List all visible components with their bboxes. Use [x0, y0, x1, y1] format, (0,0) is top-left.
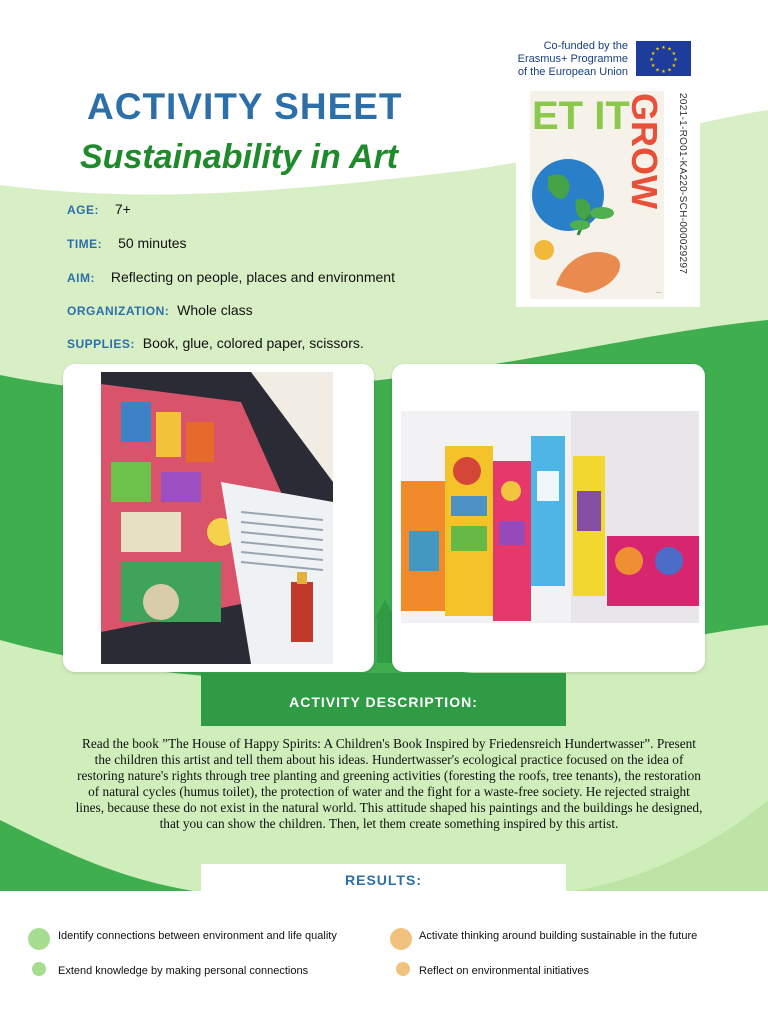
age-label: AGE:	[67, 203, 99, 217]
photo-frame-artworks	[392, 364, 705, 672]
meta-age	[67, 201, 131, 217]
funding-line: Erasmus+ Programme	[517, 53, 628, 65]
svg-text:★: ★	[671, 63, 677, 69]
organization-label: ORGANIZATION:	[67, 304, 170, 318]
svg-text:★: ★	[661, 69, 666, 75]
activity-description-text: Read the book ”The House of Happy Spirits: A Children's Book Inspired by Friedensreich Hundertwasser”. Present the children this artist and tell them about his ideas. Hundertwasser's ecological practice focused on the idea of restoring nature's rights through tree planting and greening activities (foresting the roofs, tree tenants), the restoration of natural cycles (humus toilet), the protection of water and the fight for a waste-free society. He rejected straight lines, because these do not exist in the natural world. This attitude shaped his paintings and the buildings he designed, that you can show the children. Then, let them create something inspired by this artist.	[75, 736, 703, 831]
svg-text:★: ★	[650, 63, 656, 69]
cover-artwork	[516, 85, 700, 307]
svg-text:★: ★	[655, 46, 660, 53]
result-bullet-icon	[390, 928, 412, 950]
organization-value: Whole class	[177, 302, 253, 318]
result-bullet-icon	[396, 962, 410, 976]
result-bullet-icon	[32, 962, 46, 976]
page-subtitle: Sustainability in Art	[80, 138, 399, 176]
time-value: 50 minutes	[118, 235, 187, 251]
book-photo	[101, 372, 333, 664]
svg-text:★: ★	[649, 57, 654, 63]
supplies-value: Book, glue, colored paper, scissors.	[142, 335, 364, 351]
svg-text:★: ★	[650, 51, 656, 57]
meta-aim	[67, 269, 395, 285]
cover-letters-right: GROW	[624, 93, 665, 209]
meta-time	[67, 235, 187, 251]
aim-label: AIM:	[67, 271, 95, 285]
time-label: TIME:	[67, 237, 103, 251]
svg-text:★: ★	[655, 67, 660, 74]
svg-text:★: ★	[661, 45, 666, 51]
eu-flag-icon	[636, 41, 691, 76]
svg-text:★: ★	[667, 46, 672, 53]
funding-line: Co-funded by the	[543, 40, 628, 52]
cover-small-text: ...	[656, 288, 662, 295]
result-item: Extend knowledge by making personal connections	[58, 965, 309, 977]
result-item: Activate thinking around building sustainable in the future	[419, 930, 698, 942]
supplies-label: SUPPLIES:	[67, 337, 135, 351]
meta-organization	[67, 302, 253, 318]
funding-text	[500, 40, 628, 79]
page-title: ACTIVITY SHEET	[87, 86, 403, 127]
result-item: Identify connections between environment and life quality	[58, 930, 337, 942]
project-code: 2021-1-RO01-KA220-SCH-000029297	[677, 93, 688, 275]
svg-text:★: ★	[667, 67, 672, 74]
activity-description-heading: ACTIVITY DESCRIPTION:	[201, 673, 566, 726]
age-value: 7+	[114, 201, 131, 217]
artwork-photo	[401, 411, 699, 623]
funding-line: of the European Union	[517, 66, 628, 78]
results-heading: RESULTS:	[201, 864, 566, 894]
aim-value: Reflecting on people, places and environment	[110, 269, 395, 285]
meta-supplies	[67, 335, 364, 351]
svg-text:★: ★	[671, 51, 677, 57]
photo-frame-book	[63, 364, 374, 672]
svg-text:★: ★	[673, 57, 678, 63]
result-bullet-icon	[28, 928, 50, 950]
cover-letters-left: ET IT	[532, 94, 630, 138]
result-item: Reflect on environmental initiatives	[419, 965, 589, 977]
book-cover-card	[516, 85, 700, 307]
